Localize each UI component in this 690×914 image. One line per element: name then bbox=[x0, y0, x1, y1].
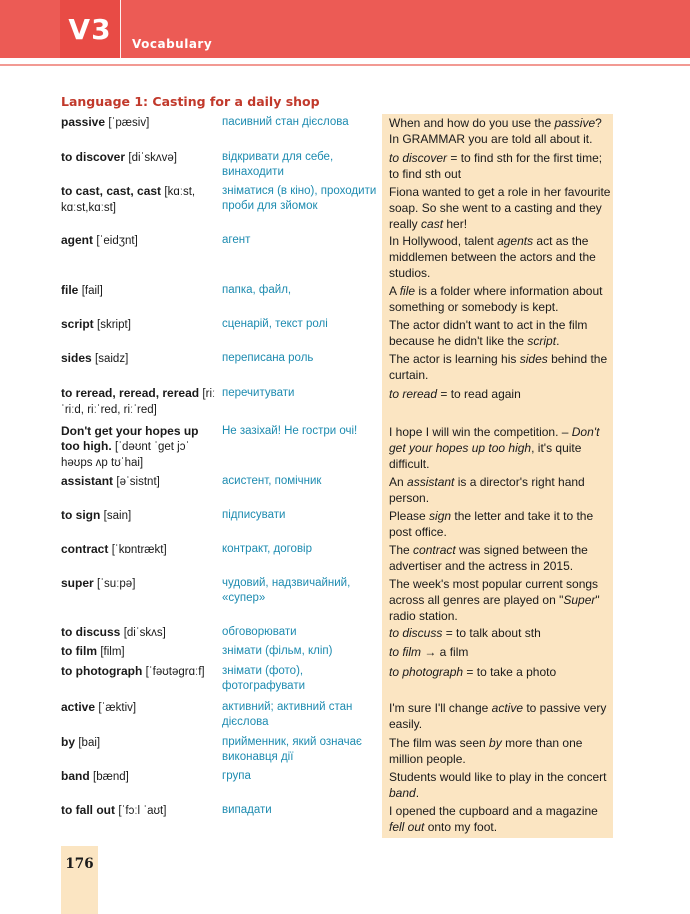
vocab-example bbox=[389, 735, 613, 767]
example-segment: active bbox=[491, 701, 523, 715]
header-divider bbox=[120, 0, 121, 58]
vocab-transcription: [ˈpæsiv] bbox=[108, 117, 150, 129]
example-segment: behind the curtain. bbox=[389, 352, 608, 382]
vocab-translation: підписувати bbox=[222, 509, 286, 521]
vocab-example bbox=[389, 664, 613, 680]
example-segment: by bbox=[489, 736, 502, 750]
example-segment: = to read again bbox=[437, 387, 521, 401]
vocab-word: to reread, reread, reread bbox=[61, 386, 200, 400]
vocab-translation: обговорювати bbox=[222, 626, 297, 638]
vocab-translation: переписана роль bbox=[222, 352, 314, 364]
example-segment: " radio station. bbox=[389, 593, 600, 623]
example-segment: sign bbox=[429, 509, 452, 523]
section-label: Vocabulary bbox=[132, 37, 213, 51]
vocab-term bbox=[61, 386, 218, 418]
vocab-example bbox=[389, 386, 613, 402]
vocab-word: contract bbox=[61, 542, 109, 556]
example-segment: assistant bbox=[407, 475, 455, 489]
vocab-term bbox=[61, 351, 218, 367]
example-segment: . bbox=[556, 334, 560, 348]
unit-badge: V3 bbox=[60, 0, 120, 58]
vocab-word: to fall out bbox=[61, 803, 115, 817]
vocab-translation: асистент, помічник bbox=[222, 475, 322, 487]
page-number: 176 bbox=[65, 856, 94, 872]
vocab-word: to cast, cast, cast bbox=[61, 184, 162, 198]
vocab-word: assistant bbox=[61, 474, 114, 488]
vocab-translation: контракт, договір bbox=[222, 543, 313, 555]
vocab-example bbox=[389, 769, 613, 801]
vocab-transcription: [əˈsistnt] bbox=[116, 476, 160, 488]
example-segment: . bbox=[415, 786, 420, 800]
vocab-example bbox=[389, 625, 613, 641]
vocab-term bbox=[61, 233, 218, 249]
vocab-word: super bbox=[61, 576, 94, 590]
vocab-transcription: [bænd] bbox=[93, 771, 129, 783]
vocab-term bbox=[61, 424, 218, 471]
vocab-example bbox=[389, 542, 613, 574]
example-segment: to photograph bbox=[389, 665, 464, 679]
vocab-example bbox=[389, 283, 613, 315]
vocab-transcription: [ˈsuːpə] bbox=[97, 578, 136, 590]
vocab-word: script bbox=[61, 317, 94, 331]
vocab-example bbox=[389, 233, 613, 281]
vocab-transcription: [ˈkɒntrækt] bbox=[111, 544, 167, 556]
vocab-translation: перечитувати bbox=[222, 387, 295, 399]
vocab-word: agent bbox=[61, 233, 94, 247]
example-segment: The bbox=[389, 543, 414, 557]
vocab-word: to photograph bbox=[61, 664, 143, 678]
vocab-example bbox=[389, 115, 613, 147]
example-segment: Students would like to play in the concert bbox=[389, 770, 607, 784]
vocab-term bbox=[61, 644, 218, 660]
vocab-transcription: [diˈskʌs] bbox=[123, 627, 166, 639]
vocab-transcription: [saidz] bbox=[95, 353, 129, 365]
vocab-transcription: [ˈfəʊtəgrɑːf] bbox=[145, 666, 205, 678]
vocab-translation: знімати (фото), фотографувати bbox=[222, 665, 306, 692]
vocab-transcription: [diˈskʌvə] bbox=[128, 152, 177, 164]
example-segment: In Hollywood, talent bbox=[389, 234, 498, 248]
vocab-transcription: [kɑːst, kɑːst,kɑːst] bbox=[61, 186, 196, 214]
vocab-example bbox=[389, 351, 613, 383]
vocab-transcription: [ˈeidʒnt] bbox=[96, 235, 138, 247]
vocab-word: to film bbox=[61, 644, 97, 658]
vocab-word: to sign bbox=[61, 508, 101, 522]
example-segment: is a folder where information about something or somebody is kept. bbox=[389, 284, 603, 314]
example-segment: A bbox=[389, 284, 400, 298]
vocab-translation: прийменник, який означає виконавця дії bbox=[222, 736, 362, 763]
vocab-word: to discover bbox=[61, 150, 126, 164]
vocab-translation: зніматися (в кіно), проходити проби для зйомок bbox=[222, 185, 377, 212]
example-segment: → a film bbox=[421, 645, 469, 659]
vocab-word: band bbox=[61, 769, 90, 783]
vocab-term bbox=[61, 576, 218, 592]
vocab-term bbox=[61, 803, 218, 819]
example-segment: I hope I will win the competition. – bbox=[389, 425, 572, 439]
vocab-example bbox=[389, 508, 613, 540]
example-segment: I opened the cupboard and a magazine bbox=[389, 804, 598, 818]
example-segment: Don't get your hopes up too high bbox=[389, 425, 600, 455]
example-segment: to discuss bbox=[389, 626, 443, 640]
example-segment: I'm sure I'll change bbox=[389, 701, 492, 715]
vocab-transcription: [film] bbox=[100, 646, 125, 658]
example-segment: script bbox=[527, 334, 557, 348]
vocab-term bbox=[61, 115, 218, 131]
example-segment: Super bbox=[563, 593, 596, 607]
vocab-word: Don't get your hopes up too high. bbox=[61, 424, 199, 453]
example-segment: fell out bbox=[389, 820, 425, 834]
vocab-translation: чудовий, надзвичайний, «супер» bbox=[222, 577, 351, 604]
vocab-translation: сценарій, текст ролі bbox=[222, 318, 328, 330]
vocab-example bbox=[389, 700, 613, 732]
example-segment: Please bbox=[389, 509, 430, 523]
example-segment: An bbox=[389, 475, 408, 489]
vocab-transcription: [skript] bbox=[97, 319, 131, 331]
example-segment: , it's quite difficult. bbox=[389, 441, 582, 471]
vocab-word: passive bbox=[61, 115, 106, 129]
vocab-translation: агент bbox=[222, 234, 251, 246]
example-segment: is a director's right hand person. bbox=[389, 475, 585, 505]
vocab-term bbox=[61, 150, 218, 166]
vocab-word: to discuss bbox=[61, 625, 121, 639]
example-segment: = to find sth for the first time; to find sth out bbox=[389, 151, 603, 181]
vocab-translation: папка, файл, bbox=[222, 284, 292, 296]
header-rule bbox=[0, 64, 690, 66]
example-segment: sides bbox=[519, 352, 548, 366]
vocab-term bbox=[61, 664, 218, 680]
example-segment: contract bbox=[413, 543, 456, 557]
vocab-transcription: [ˈæktiv] bbox=[98, 702, 137, 714]
vocab-example bbox=[389, 474, 613, 506]
vocab-term bbox=[61, 625, 218, 641]
example-segment: When and how do you use the bbox=[389, 116, 555, 130]
example-segment: to passive very easily. bbox=[389, 701, 607, 731]
vocab-word: sides bbox=[61, 351, 92, 365]
vocab-translation: знімати (фільм, кліп) bbox=[222, 645, 333, 657]
vocab-translation: група bbox=[222, 770, 251, 782]
example-segment: was signed between the advertiser and the actress in 2015. bbox=[389, 543, 588, 573]
example-segment: to reread bbox=[389, 387, 438, 401]
vocab-example bbox=[389, 424, 613, 472]
example-segment: to discover bbox=[389, 151, 448, 165]
vocab-term bbox=[61, 769, 218, 785]
vocab-term bbox=[61, 735, 218, 751]
example-segment: to film bbox=[389, 645, 422, 659]
vocab-term bbox=[61, 474, 218, 490]
vocab-example bbox=[389, 803, 613, 835]
vocab-term bbox=[61, 184, 218, 216]
example-segment: The week's most popular current songs across all genres are played on " bbox=[389, 577, 599, 607]
vocab-translation: відкривати для себе, винаходити bbox=[222, 151, 334, 178]
vocab-example bbox=[389, 317, 613, 349]
example-segment: act as the middlemen between the actors and the studios. bbox=[389, 234, 596, 280]
vocab-word: active bbox=[61, 700, 96, 714]
vocab-example bbox=[389, 576, 613, 624]
vocab-transcription: [riːˈriːd, riːˈred, riːˈred] bbox=[61, 388, 216, 416]
vocab-term bbox=[61, 542, 218, 558]
example-segment: agents bbox=[497, 234, 534, 248]
example-segment: the letter and take it to the post office. bbox=[389, 509, 594, 539]
vocab-term bbox=[61, 700, 218, 716]
page-title: Language 1: Casting for a daily shop bbox=[61, 94, 320, 109]
example-segment: = to take a photo bbox=[463, 665, 557, 679]
vocab-transcription: [bai] bbox=[78, 737, 101, 749]
vocab-transcription: [ˈfɔːl ˈaʊt] bbox=[118, 805, 167, 817]
vocab-example bbox=[389, 644, 613, 660]
example-segment: ? In GRAMMAR you are told all about it. bbox=[389, 116, 602, 146]
vocab-translation: пасивний стан дієслова bbox=[222, 116, 349, 128]
vocab-term bbox=[61, 508, 218, 524]
example-segment: = to talk about sth bbox=[442, 626, 541, 640]
example-segment: The film was seen bbox=[389, 736, 490, 750]
example-segment: file bbox=[399, 284, 416, 298]
example-segment: her! bbox=[443, 217, 468, 231]
example-segment: cast bbox=[421, 217, 444, 231]
vocab-example bbox=[389, 184, 613, 232]
vocab-translation: випадати bbox=[222, 804, 272, 816]
example-segment: band bbox=[389, 786, 416, 800]
vocab-word: by bbox=[61, 735, 76, 749]
example-segment: passive bbox=[554, 116, 596, 130]
vocab-transcription: [ˈdəʊnt ˈget jɔˈ həʊps ʌp tʊˈhai] bbox=[61, 441, 190, 469]
vocab-example bbox=[389, 150, 613, 182]
example-segment: onto my foot. bbox=[424, 820, 498, 834]
vocab-term bbox=[61, 283, 218, 299]
example-segment: The actor didn't want to act in the film because he didn't like the bbox=[389, 318, 588, 348]
example-segment: Fiona wanted to get a role in her favourite soap. So she went to a casting and they really bbox=[389, 185, 611, 231]
vocab-word: file bbox=[61, 283, 79, 297]
vocab-term bbox=[61, 317, 218, 333]
vocab-transcription: [fail] bbox=[81, 285, 103, 297]
vocab-translation: Не зазіхай! Не гостри очі! bbox=[222, 425, 358, 437]
example-segment: more than one million people. bbox=[389, 736, 583, 766]
vocab-translation: активний; активний стан дієслова bbox=[222, 701, 353, 728]
vocab-transcription: [sain] bbox=[103, 510, 132, 522]
example-segment: The actor is learning his bbox=[389, 352, 520, 366]
